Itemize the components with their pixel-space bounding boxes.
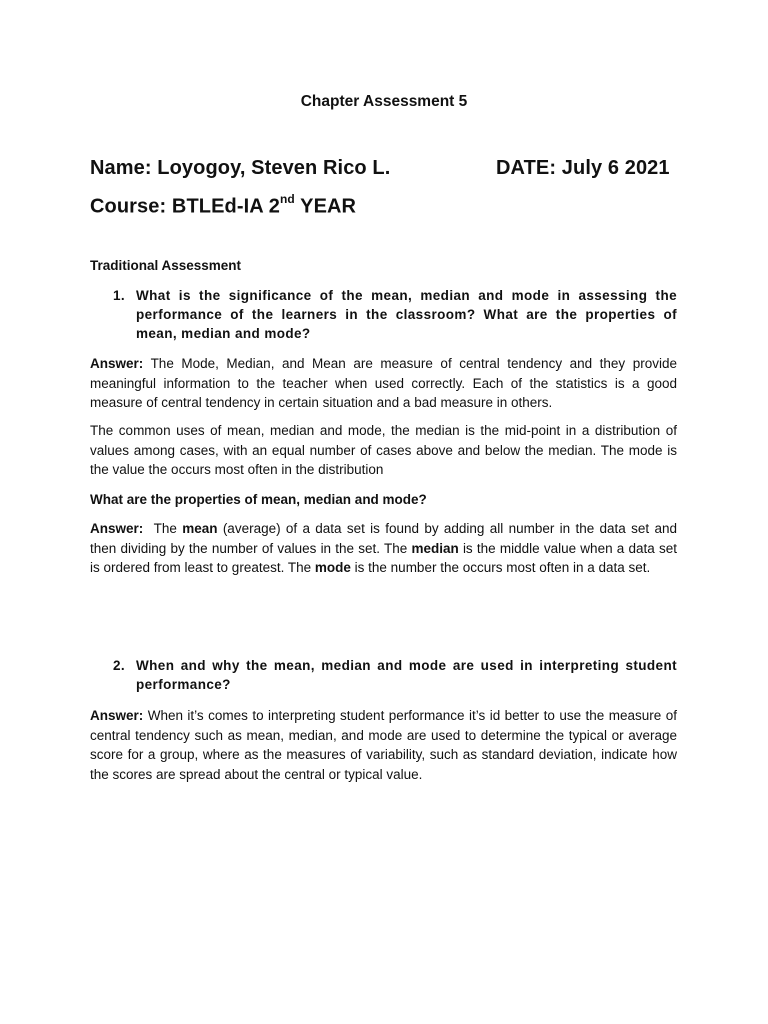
student-name: Name: Loyogoy, Steven Rico L. [90,157,391,179]
answer-text: The Mode, Median, and Mean are measure of central tendency and they provide meaningful information to the teacher when used correctly. Each of the statistics is a good measure of central tendency in certain situation and a bad measure in others. [90,356,677,410]
answer-2 [90,706,677,784]
answer-label: Answer: [90,356,144,371]
section-heading: Traditional Assessment [90,258,242,273]
answer-label: Answer: [90,521,144,536]
answer-1 [90,354,677,413]
term-mode: mode [314,560,351,575]
answer-text-part: is the middle value when a data set is ordered from least to greatest. The [90,540,677,575]
term-median: median [411,540,459,556]
answer-text: When it’s comes to interpreting student performance it’s id better to use the measure of central tendency such as mean, median, and mode are used to determine the typical or average score for a group, where as the measures of variability, such as standard deviation, indicate how the scores are spread about the central or typical value. [90,708,677,782]
page-title: Chapter Assessment 5 [300,93,468,110]
sub-question: What are the properties of mean, median and mode? [90,492,427,507]
date-label: DATE: July 6 2021 [496,157,670,179]
course-suffix: YEAR [294,195,357,218]
question-number: 1. [113,288,126,303]
term-mean: mean [182,521,218,536]
answer-1-properties [90,519,677,578]
course-prefix: Course: BTLEd-IA 2 [90,195,280,218]
question-1 [113,286,677,343]
answer-label: Answer: [90,708,144,723]
course-label [90,194,356,219]
question-2 [113,656,677,694]
course-superscript: nd [279,192,295,206]
answer-1-paragraph-2: The common uses of mean, median and mode, the median is the mid-point in a distribution of values among cases, with an equal number of cases above and below the median. The mode is the value the occurs most often in the distribution [90,423,677,477]
question-text: What is the significance of the mean, median and mode in assessing the performance of the learners in the classroom? What are the properties of mean, median and mode? [136,288,677,341]
question-number: 2. [113,658,126,673]
answer-text-part: (average) of a data set is found by adding all number in the data set and then dividing by the number of values in the set. The [90,521,677,556]
question-text: When and why the mean, median and mode are used in interpreting student performance? [136,658,677,692]
answer-text-part: The [153,521,177,536]
answer-text-part: is the number the occurs most often in a data set. [354,560,651,575]
